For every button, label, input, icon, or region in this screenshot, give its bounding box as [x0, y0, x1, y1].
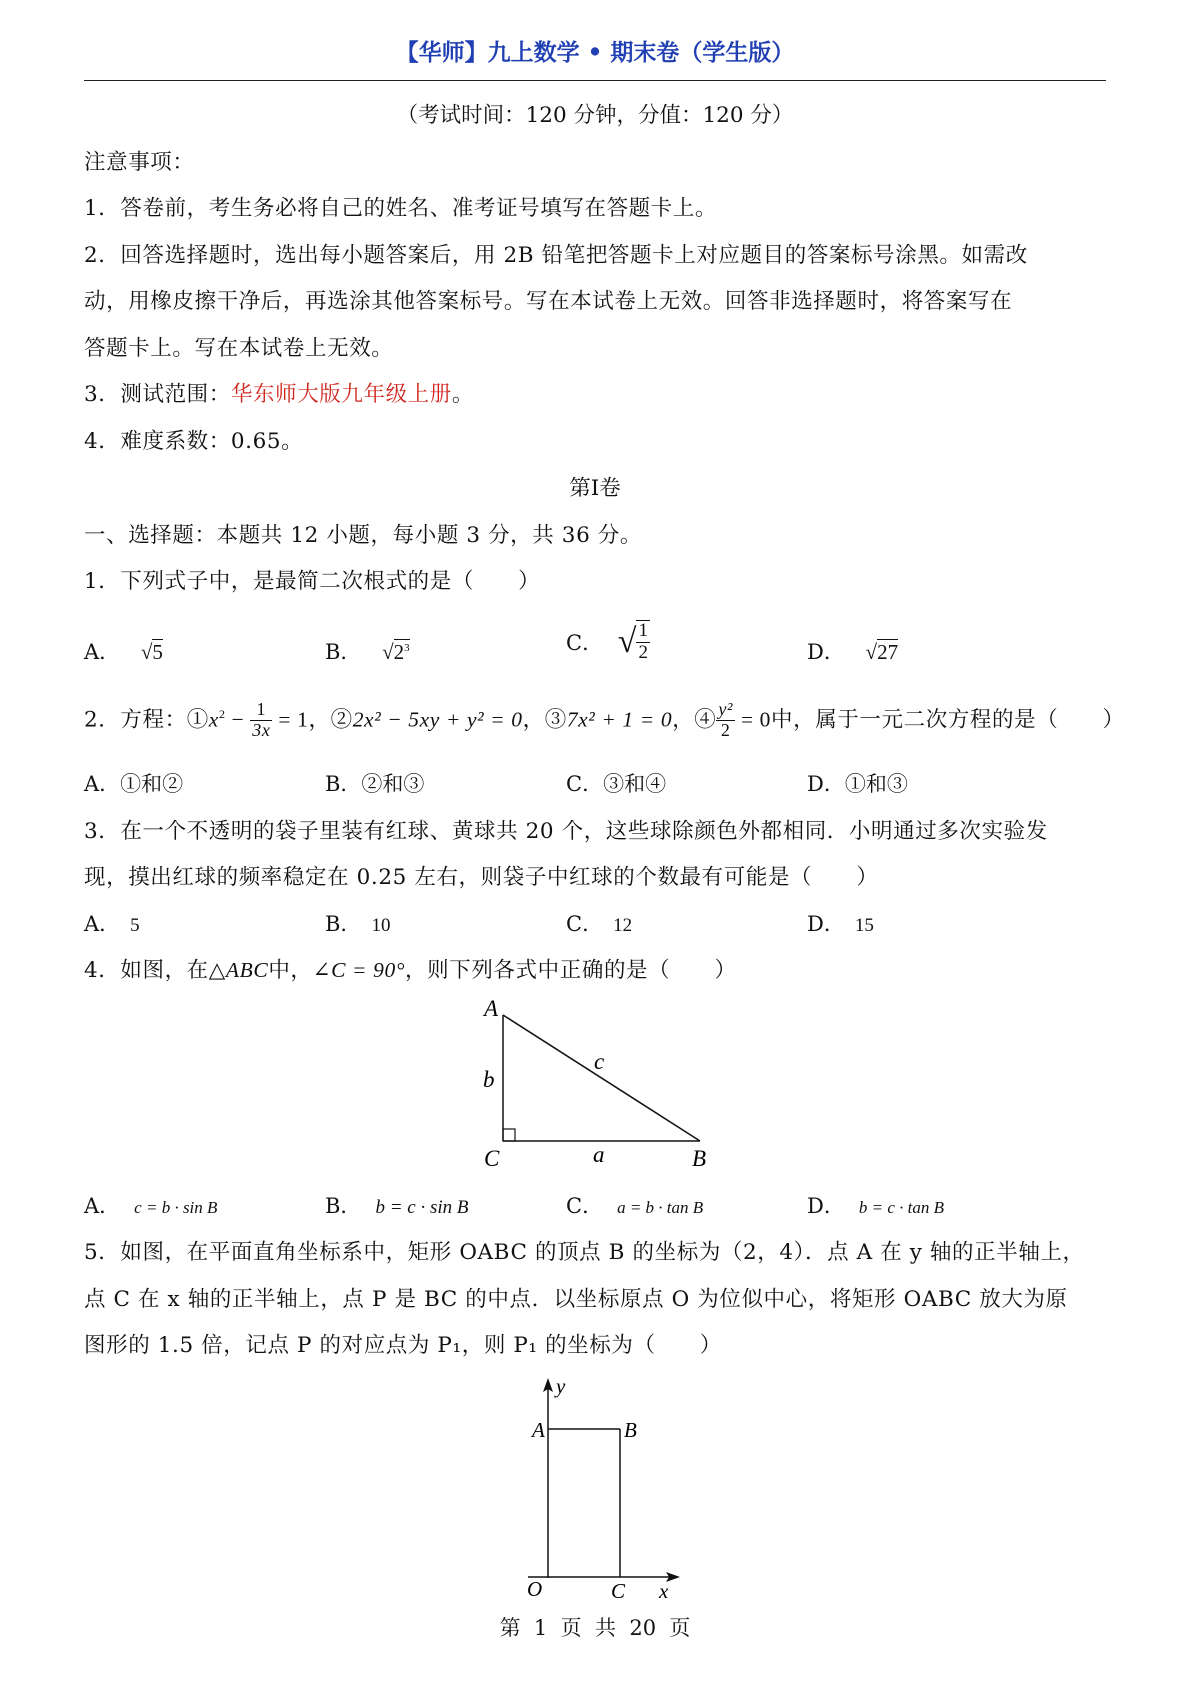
vertex-label-a: A [484, 996, 499, 1021]
q3-option-b: B． 10 [325, 912, 391, 936]
q2-option-c: C．③和④ [566, 772, 667, 796]
q3-stem-line-2: 现，摸出红球的频率稳定在 0.25 左右，则袋子中红球的个数最有可能是（ ） [84, 865, 879, 890]
side-label-b: b [483, 1067, 495, 1092]
point-label-o: O [527, 1577, 543, 1600]
q4-option-c: C． a = b · tan B [566, 1194, 704, 1218]
q2-option-b: B．②和③ [325, 772, 425, 796]
sqrt-symbol: √5 [140, 640, 163, 664]
q5-stem-line-1: 5．如图，在平面直角坐标系中，矩形 OABC 的顶点 B 的坐标为（2，4）．点 A 在 y 轴的正半轴上， [84, 1240, 1085, 1265]
q3-option-d: D． 15 [807, 912, 874, 936]
note-1: 1．答卷前，考生务必将自己的姓名、准考证号填写在答题卡上。 [84, 196, 718, 221]
q3-option-c: C． 12 [566, 912, 633, 936]
note-3 [84, 377, 474, 408]
page-header-title: 【华师】九上数学 • 期末卷（学生版） [395, 39, 795, 66]
point-label-b: B [624, 1418, 637, 1442]
right-angle-mark [503, 1129, 515, 1141]
q2-stem: 2．方程：$①x^2$ − $\frac{1}{3x}$ = 1，②2x² − 5xy + y² = 0，③7x² + 1 = 0，④ $\frac{\text{y²}}{2}$ = 0中，属于一元二次方程的是（ ） [84, 699, 1125, 740]
side-label-c: c [594, 1049, 605, 1074]
axis-label-x: x [659, 1579, 669, 1600]
sqrt-symbol: $√2^3$ [382, 640, 410, 664]
vertex-label-b: B [692, 1146, 707, 1170]
sqrt-symbol: √ [617, 622, 637, 660]
q5-stem-line-3: 图形的 1.5 倍，记点 P 的对应点为 P₁，则 P₁ 的坐标为（ ） [84, 1333, 722, 1358]
q4-stem: 4．如图，在△ABC中，∠C = 90°，则下列各式中正确的是（ ） [84, 958, 737, 983]
q4-option-b: B． b = c · sin B [325, 1194, 469, 1218]
q1-stem: 1．下列式子中，是最简二次根式的是（ ） [84, 569, 541, 594]
section-1-heading: 一、选择题：本题共 12 小题，每小题 3 分，共 36 分。 [84, 523, 643, 548]
q1-option-c: C． √ $\frac{1}{2}$ [566, 620, 648, 663]
volume-title: 第Ⅰ卷 [569, 476, 621, 501]
header-rule [84, 80, 1106, 81]
note-2-line-2: 动，用橡皮擦干净后，再选涂其他答案标号。写在本试卷上无效。回答非选择题时，将答案写在 [84, 289, 1013, 314]
sqrt-symbol: √27 [865, 640, 899, 664]
point-label-a: A [532, 1418, 545, 1442]
page-footer: 第 1 页 共 20 页 [499, 1616, 691, 1640]
vertex-label-c: C [484, 1146, 500, 1170]
triangle-figure [470, 990, 720, 1170]
note-3-suffix: 。 [451, 382, 475, 407]
note-3-scope: 华东师大版九年级上册 [230, 382, 452, 407]
side-label-a: a [593, 1142, 605, 1167]
note-2-line-3: 答题卡上。写在本试卷上无效。 [84, 336, 394, 361]
q5-stem-line-2: 点 C 在 x 轴的正半轴上，点 P 是 BC 的中点．以坐标原点 O 为位似中心，将矩形 OABC 放大为原 [84, 1287, 1068, 1312]
note-3-prefix: 3．测试范围： [84, 382, 231, 407]
q1-option-a: A． √5 [84, 640, 163, 664]
notes-heading: 注意事项： [84, 150, 195, 175]
q3-option-a: A． 5 [84, 912, 140, 936]
axis-label-y: y [556, 1374, 566, 1398]
side-ab [503, 1015, 700, 1141]
q2-option-a: A．①和② [84, 772, 184, 796]
q4-option-a: A． c = b · sin B [84, 1194, 218, 1218]
q1-option-d: D． √27 [807, 640, 899, 664]
q4-option-d: D． b = c · tan B [807, 1194, 944, 1218]
coordinate-figure [510, 1370, 690, 1600]
point-label-c: C [611, 1579, 626, 1600]
note-2-line-1: 2．回答选择题时，选出每小题答案后，用 2B 铅笔把答题卡上对应题目的答案标号涂黑。如需改 [84, 243, 1028, 268]
note-4: 4．难度系数：0.65。 [84, 429, 304, 454]
q1-option-b: B． $√2^3$ [325, 640, 410, 664]
exam-info: （考试时间：120 分钟，分值：120 分） [396, 103, 794, 128]
q3-stem-line-1: 3．在一个不透明的袋子里装有红球、黄球共 20 个，这些球除颜色外都相同．小明通过多次实验发 [84, 819, 1048, 844]
q2-option-d: D．①和③ [807, 772, 908, 796]
